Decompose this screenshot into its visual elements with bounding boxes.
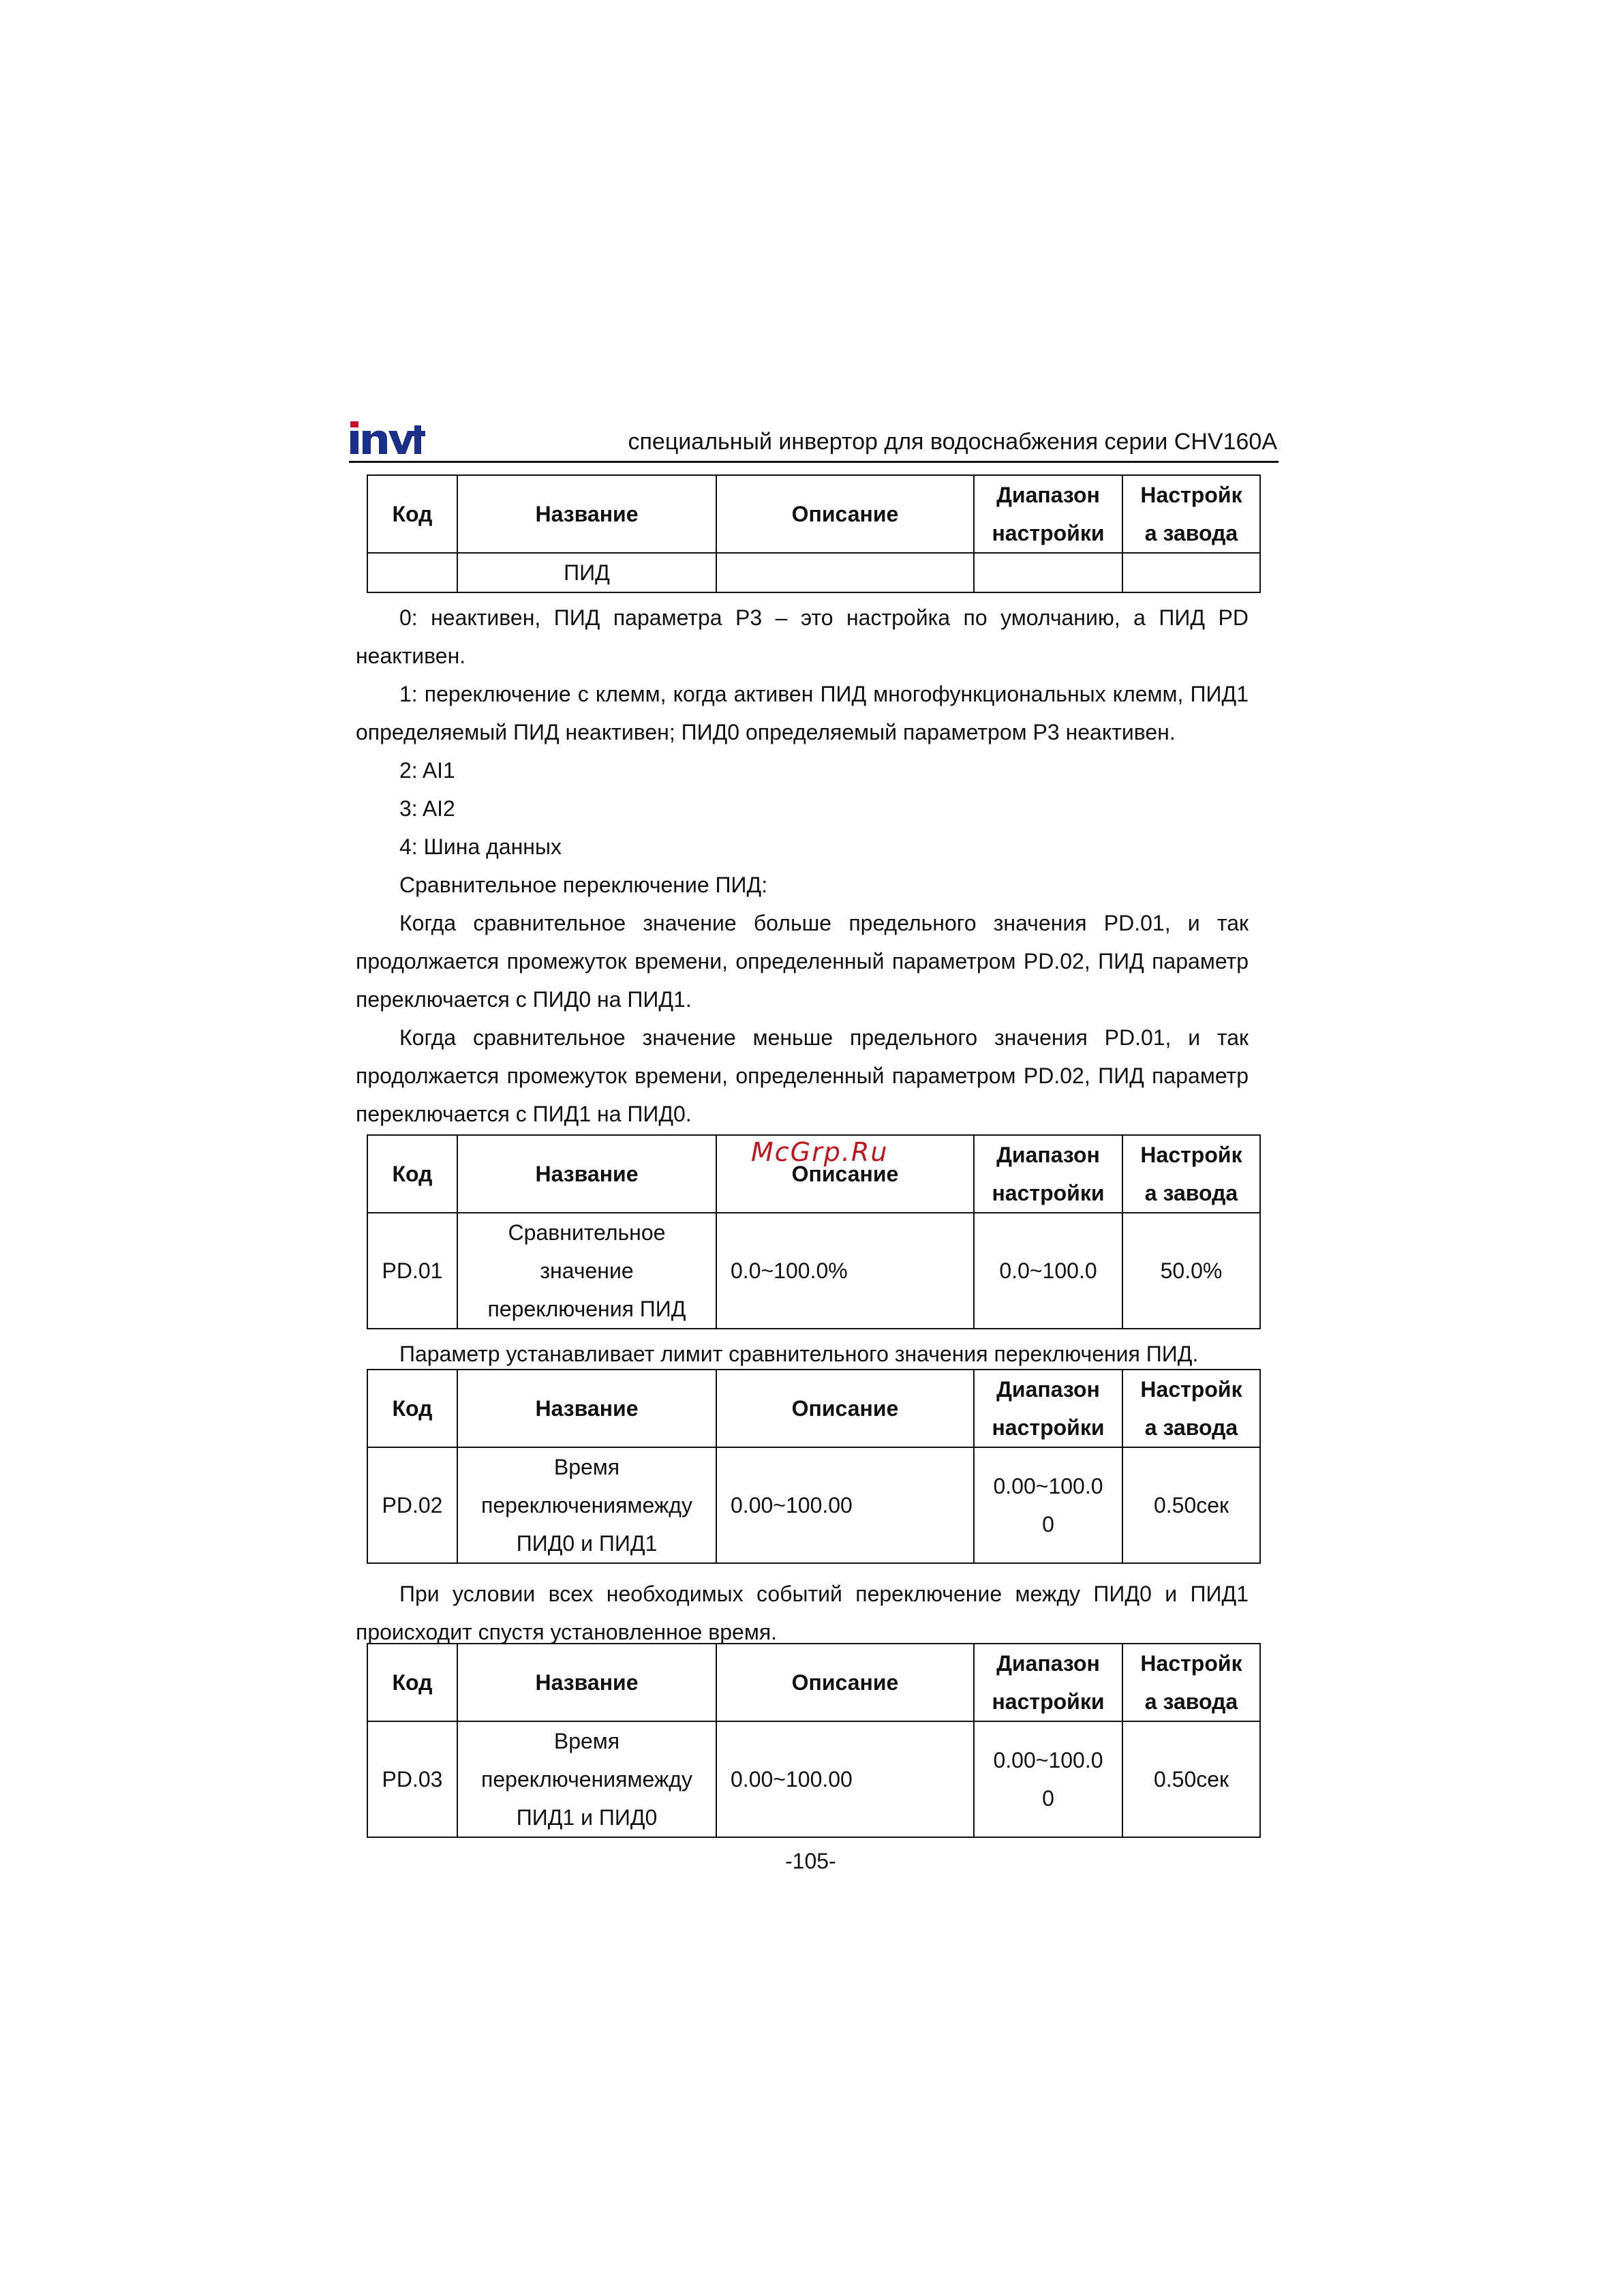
header-code: Код (367, 475, 457, 553)
header-code: Код (367, 1135, 457, 1213)
param-table-pd03 (367, 1643, 1261, 1838)
section-heading-pid-switch: Сравнительное переключение ПИД: (399, 873, 768, 897)
header-description: Описание (716, 1370, 974, 1447)
cell-code: PD.01 (367, 1213, 457, 1329)
header-name: Название (457, 1370, 716, 1447)
cell-default: 0.50сек (1122, 1721, 1260, 1837)
cell-code: PD.03 (367, 1721, 457, 1837)
param-table-pd02 (367, 1369, 1261, 1564)
header-range: Диапазон настройки (974, 475, 1122, 553)
cell-name: Сравнительное значение переключения ПИД (457, 1213, 716, 1329)
header-name: Название (457, 1644, 716, 1721)
cell-range: 0.00~100.0 0 (974, 1447, 1122, 1563)
header-range: Диапазон настройки (974, 1370, 1122, 1447)
cell-code: PD.02 (367, 1447, 457, 1563)
paragraph-pd02-note: При условии всех необходимых событий переключение между ПИД0 и ПИД1 происходит спустя установленное время. (356, 1582, 1249, 1644)
cell-code (367, 553, 457, 592)
paragraph-option-1: 1: переключение с клемм, когда активен ПИД многофункциональных клемм, ПИД1 определяемый ПИД неактивен; ПИД0 определяемый параметром P3 неактивен. (356, 682, 1249, 744)
header-default: Настройк а завода (1122, 1135, 1260, 1213)
watermark: McGrp.Ru (751, 1137, 889, 1167)
header-divider (349, 461, 1279, 463)
cell-range (974, 553, 1122, 592)
cell-description: 0.00~100.00 (716, 1447, 974, 1563)
paragraph-pd01-note: Параметр устанавливает лимит сравнительного значения переключения ПИД. (399, 1342, 1199, 1366)
table-header-row (367, 1370, 1260, 1447)
header-title: специальный инвертор для водоснабжения серии CHV160A (628, 429, 1277, 455)
header-description: Описание (716, 1135, 974, 1213)
cell-name: Время переключениямежду ПИД1 и ПИД0 (457, 1721, 716, 1837)
cell-default (1122, 553, 1260, 592)
table-row (367, 1721, 1260, 1837)
cell-range: 0.00~100.0 0 (974, 1721, 1122, 1837)
header-description: Описание (716, 475, 974, 553)
option-3: 3: AI2 (399, 796, 455, 821)
paragraph-switch-down: Когда сравнительное значение меньше предельного значения PD.01, и так продолжается промежуток времени, определенный параметром PD.02, ПИД параметр переключается с ПИД1 на ПИД0. (356, 1025, 1249, 1126)
table-header-row (367, 1644, 1260, 1721)
page-number: -105- (785, 1849, 836, 1873)
header-name: Название (457, 475, 716, 553)
header-default: Настройк а завода (1122, 1644, 1260, 1721)
cell-description: 0.0~100.0% (716, 1213, 974, 1329)
header-range: Диапазон настройки (974, 1135, 1122, 1213)
table-header-row (367, 475, 1260, 553)
header-description: Описание (716, 1644, 974, 1721)
header-code: Код (367, 1370, 457, 1447)
cell-description (716, 553, 974, 592)
param-table-continued (367, 474, 1261, 593)
cell-default: 0.50сек (1122, 1447, 1260, 1563)
header-range: Диапазон настройки (974, 1644, 1122, 1721)
cell-range: 0.0~100.0 (974, 1213, 1122, 1329)
header-default: Настройк а завода (1122, 475, 1260, 553)
paragraph-option-0: 0: неактивен, ПИД параметра P3 – это настройка по умолчанию, а ПИД PD неактивен. (356, 605, 1249, 668)
table-row (367, 1447, 1260, 1563)
header-name: Название (457, 1135, 716, 1213)
invt-logo (349, 420, 425, 457)
cell-description: 0.00~100.00 (716, 1721, 974, 1837)
table-row (367, 553, 1260, 592)
cell-default: 50.0% (1122, 1213, 1260, 1329)
option-2: 2: AI1 (399, 758, 455, 783)
option-4: 4: Шина данных (399, 834, 562, 859)
paragraph-switch-up: Когда сравнительное значение больше предельного значения PD.01, и так продолжается промежуток времени, определенный параметром PD.02, ПИД параметр переключается с ПИД0 на ПИД1. (356, 911, 1249, 1012)
table-row (367, 1213, 1260, 1329)
header-default: Настройк а завода (1122, 1370, 1260, 1447)
cell-name: Время переключениямежду ПИД0 и ПИД1 (457, 1447, 716, 1563)
cell-name: ПИД (457, 553, 716, 592)
header-code: Код (367, 1644, 457, 1721)
